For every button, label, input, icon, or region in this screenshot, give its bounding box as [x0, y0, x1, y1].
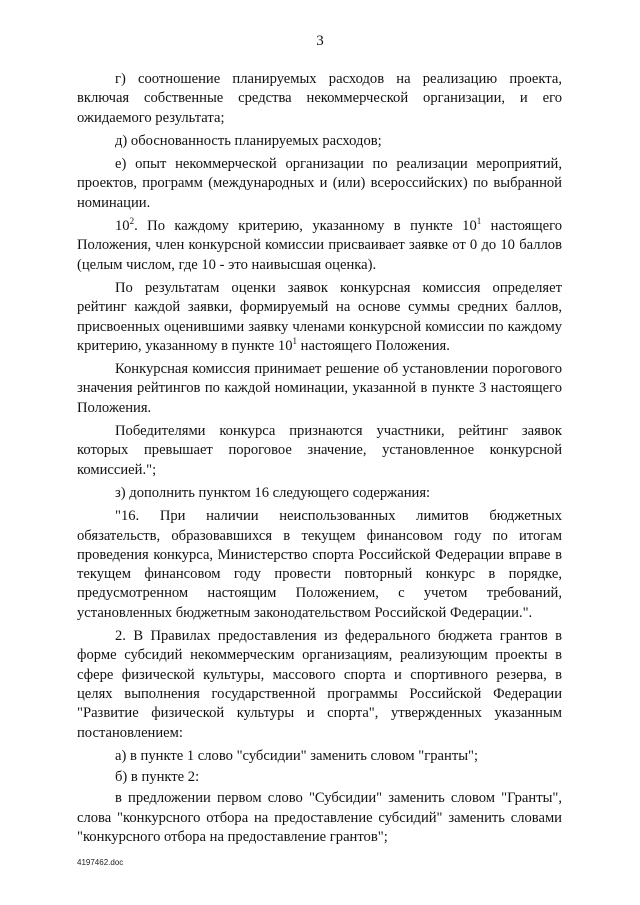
- paragraph-a: а) в пункте 1 слово "субсидии" заменить словом "гранты";: [115, 747, 479, 764]
- clause-text: . По каждому критерию, указанному в пункте 10: [134, 218, 477, 235]
- paragraph-rating: [77, 279, 562, 356]
- clause-text-end: настоящего Положения, член конкурсной комиссии присваивает заявке от 0 до 10 баллов (целым числом, где 10 - это наивысшая оценка).: [77, 218, 562, 273]
- footer-filename: 4197462.doc: [77, 858, 124, 867]
- reference-superscript: 1: [292, 336, 298, 346]
- reference-superscript: 1: [476, 216, 482, 227]
- paragraph-g: г) соотношение планируемых расходов на реализацию проекта, включая собственные средства некоммерческой организации, и его ожидаемого результата;: [77, 71, 562, 126]
- clause-superscript: 2: [129, 216, 135, 227]
- paragraph-threshold: Конкурсная комиссия принимает решение об установлении порогового значения рейтингов по каждой номинации, указанной в пункте 3 настоящего Положения.: [77, 361, 562, 416]
- paragraph-z: з) дополнить пунктом 16 следующего содержания:: [115, 484, 431, 501]
- document-body: [77, 70, 562, 851]
- clause-number: 10: [115, 218, 130, 235]
- paragraph-e: е) опыт некоммерческой организации по реализации мероприятий, проектов, программ (международных и (или) всероссийских) по выбранной номинации.: [77, 156, 562, 211]
- rating-text-end: настоящего Положения.: [297, 337, 450, 354]
- rating-text: По результатам оценки заявок конкурсная комиссия определяет рейтинг каждой заявки, формируемый на основе суммы средних баллов, присвоенных оценившими заявку членами конкурсной комиссии по каждому критерию, указанному в пункте 10: [77, 279, 562, 354]
- paragraph-first-sentence: в предложении первом слово "Субсидии" заменить словом "Гранты", слова "конкурсного отбора на предоставление субсидий" заменить словами "конкурсного отбора на предоставление грантов";: [77, 790, 562, 845]
- paragraph-16: "16. При наличии неиспользованных лимитов бюджетных обязательств, образовавшихся в текущем финансовом году по итогам проведения конкурса, Министерство спорта Российской Федерации вправе в текущем финансовом году провести повторный конкурс в порядке, предусмотренном настоящим Положением, с учетом требований, установленных бюджетным законодательством Российской Федерации.".: [77, 508, 562, 621]
- paragraph-10-2: [77, 217, 562, 275]
- paragraph-2: 2. В Правилах предоставления из федерального бюджета грантов в форме субсидий некоммерческим организациям, реализующим проекты в сфере физической культуры, массового спорта и спортивного резерва, в целях выполнения государственной программы Российской Федерации "Развитие физической культуры и спорта", утвержденных указанным постановлением:: [77, 628, 562, 741]
- paragraph-d: д) обоснованность планируемых расходов;: [115, 132, 382, 149]
- page-number: 3: [316, 33, 324, 49]
- paragraph-winners: Победителями конкурса признаются участники, рейтинг заявок которых превышает пороговое значение, установленное конкурсной комиссией.";: [77, 423, 562, 478]
- paragraph-b: б) в пункте 2:: [115, 769, 200, 786]
